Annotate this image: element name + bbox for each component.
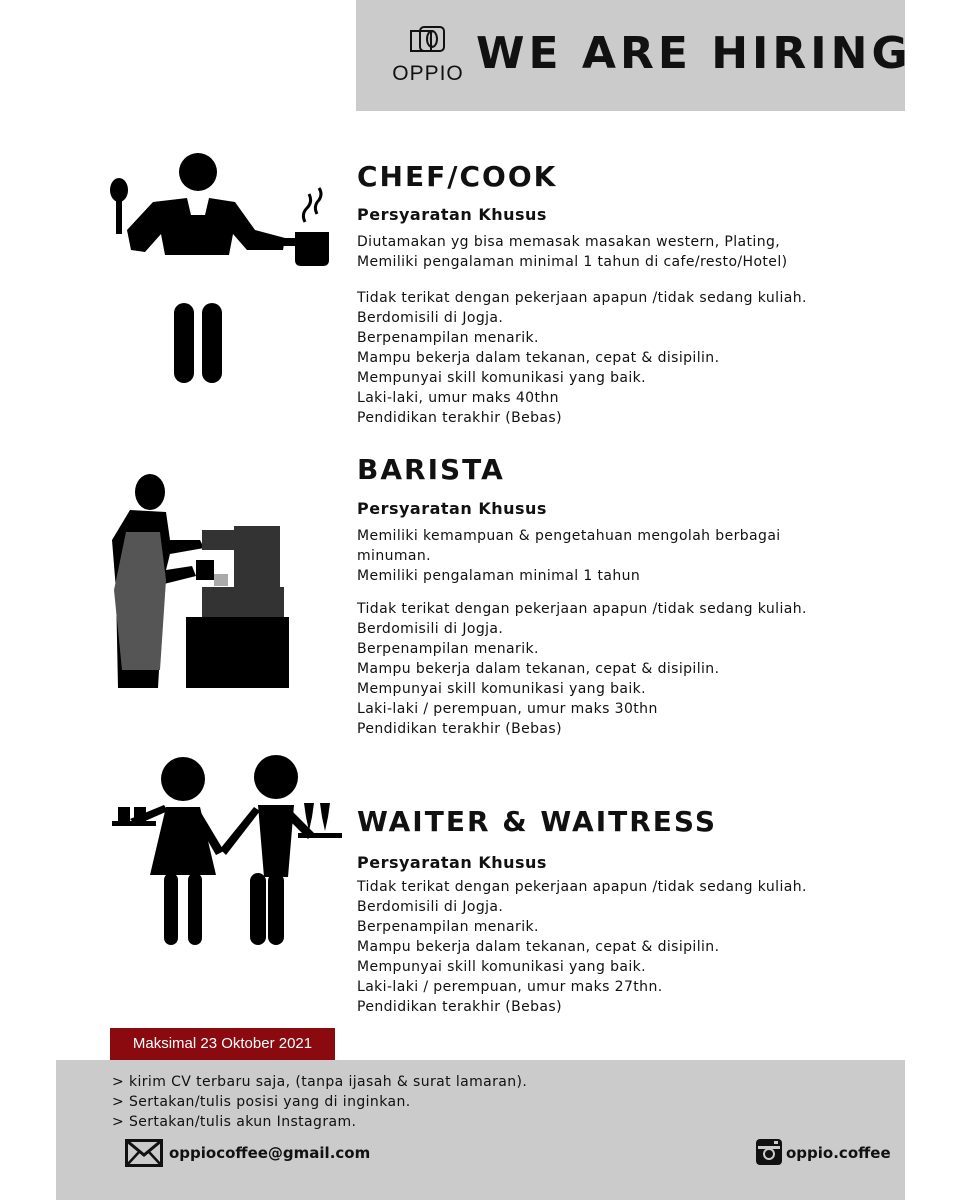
list-item: Mampu bekerja dalam tekanan, cepat & disipilin. <box>357 661 720 677</box>
requirements-title-waiter: Persyaratan Khusus <box>357 853 547 872</box>
mail-icon <box>125 1139 163 1167</box>
list-item: minuman. <box>357 548 432 564</box>
instagram-handle[interactable]: oppio.coffee <box>786 1144 891 1162</box>
section-title-chef-cook: CHEF/COOK <box>357 160 558 193</box>
list-item: Mempunyai skill komunikasi yang baik. <box>357 959 646 975</box>
list-item: Berdomisili di Jogja. <box>357 621 504 637</box>
list-item: > Sertakan/tulis posisi yang di inginkan. <box>112 1094 411 1110</box>
list-item: Memiliki pengalaman minimal 1 tahun <box>357 568 641 584</box>
waiter-general-requirements <box>357 877 827 1017</box>
application-notes <box>112 1072 527 1132</box>
list-item: > Sertakan/tulis akun Instagram. <box>112 1114 357 1130</box>
barista-special-requirements <box>357 526 827 586</box>
list-item: Berpenampilan menarik. <box>357 330 539 346</box>
list-item: Tidak terikat dengan pekerjaan apapun /tidak sedang kuliah. <box>357 879 807 895</box>
chef-general-requirements <box>357 288 827 428</box>
section-title-waiter-waitress: WAITER & WAITRESS <box>357 805 717 838</box>
list-item: Mampu bekerja dalam tekanan, cepat & disipilin. <box>357 939 720 955</box>
requirements-title-chef: Persyaratan Khusus <box>357 205 547 224</box>
page-title: WE ARE HIRING <box>476 28 912 79</box>
footer <box>56 1060 905 1200</box>
waiter-waitress-icon <box>108 755 343 950</box>
list-item: Memiliki pengalaman minimal 1 tahun di cafe/resto/Hotel) <box>357 254 788 270</box>
list-item: > kirim CV terbaru saja, (tanpa ijasah & surat lamaran). <box>112 1074 528 1090</box>
section-title-barista: BARISTA <box>357 453 505 486</box>
list-item: Mempunyai skill komunikasi yang baik. <box>357 370 646 386</box>
logo-mark-icon <box>410 26 446 54</box>
list-item: Memiliki kemampuan & pengetahuan mengolah berbagai <box>357 528 781 544</box>
list-item: Berpenampilan menarik. <box>357 641 539 657</box>
chef-special-requirements <box>357 232 827 272</box>
instagram-icon <box>756 1139 782 1165</box>
requirements-title-barista: Persyaratan Khusus <box>357 499 547 518</box>
list-item: Pendidikan terakhir (Bebas) <box>357 999 562 1015</box>
chef-cook-icon <box>105 150 335 385</box>
list-item: Laki-laki / perempuan, umur maks 30thn <box>357 701 658 717</box>
contact-email[interactable]: oppiocoffee@gmail.com <box>169 1144 371 1162</box>
brand-name: OPPIO <box>392 62 464 85</box>
list-item: Tidak terikat dengan pekerjaan apapun /tidak sedang kuliah. <box>357 601 807 617</box>
brand-logo <box>386 26 470 88</box>
list-item: Berdomisili di Jogja. <box>357 899 504 915</box>
list-item: Laki-laki, umur maks 40thn <box>357 390 559 406</box>
list-item: Berdomisili di Jogja. <box>357 310 504 326</box>
header-banner <box>356 0 912 111</box>
list-item: Mampu bekerja dalam tekanan, cepat & disipilin. <box>357 350 720 366</box>
barista-icon <box>108 470 293 690</box>
list-item: Tidak terikat dengan pekerjaan apapun /tidak sedang kuliah. <box>357 290 807 306</box>
barista-general-requirements <box>357 599 827 739</box>
list-item: Berpenampilan menarik. <box>357 919 539 935</box>
deadline-badge: Maksimal 23 Oktober 2021 <box>110 1028 335 1060</box>
list-item: Pendidikan terakhir (Bebas) <box>357 721 562 737</box>
list-item: Diutamakan yg bisa memasak masakan western, Plating, <box>357 234 781 250</box>
list-item: Laki-laki / perempuan, umur maks 27thn. <box>357 979 663 995</box>
list-item: Pendidikan terakhir (Bebas) <box>357 410 562 426</box>
list-item: Mempunyai skill komunikasi yang baik. <box>357 681 646 697</box>
